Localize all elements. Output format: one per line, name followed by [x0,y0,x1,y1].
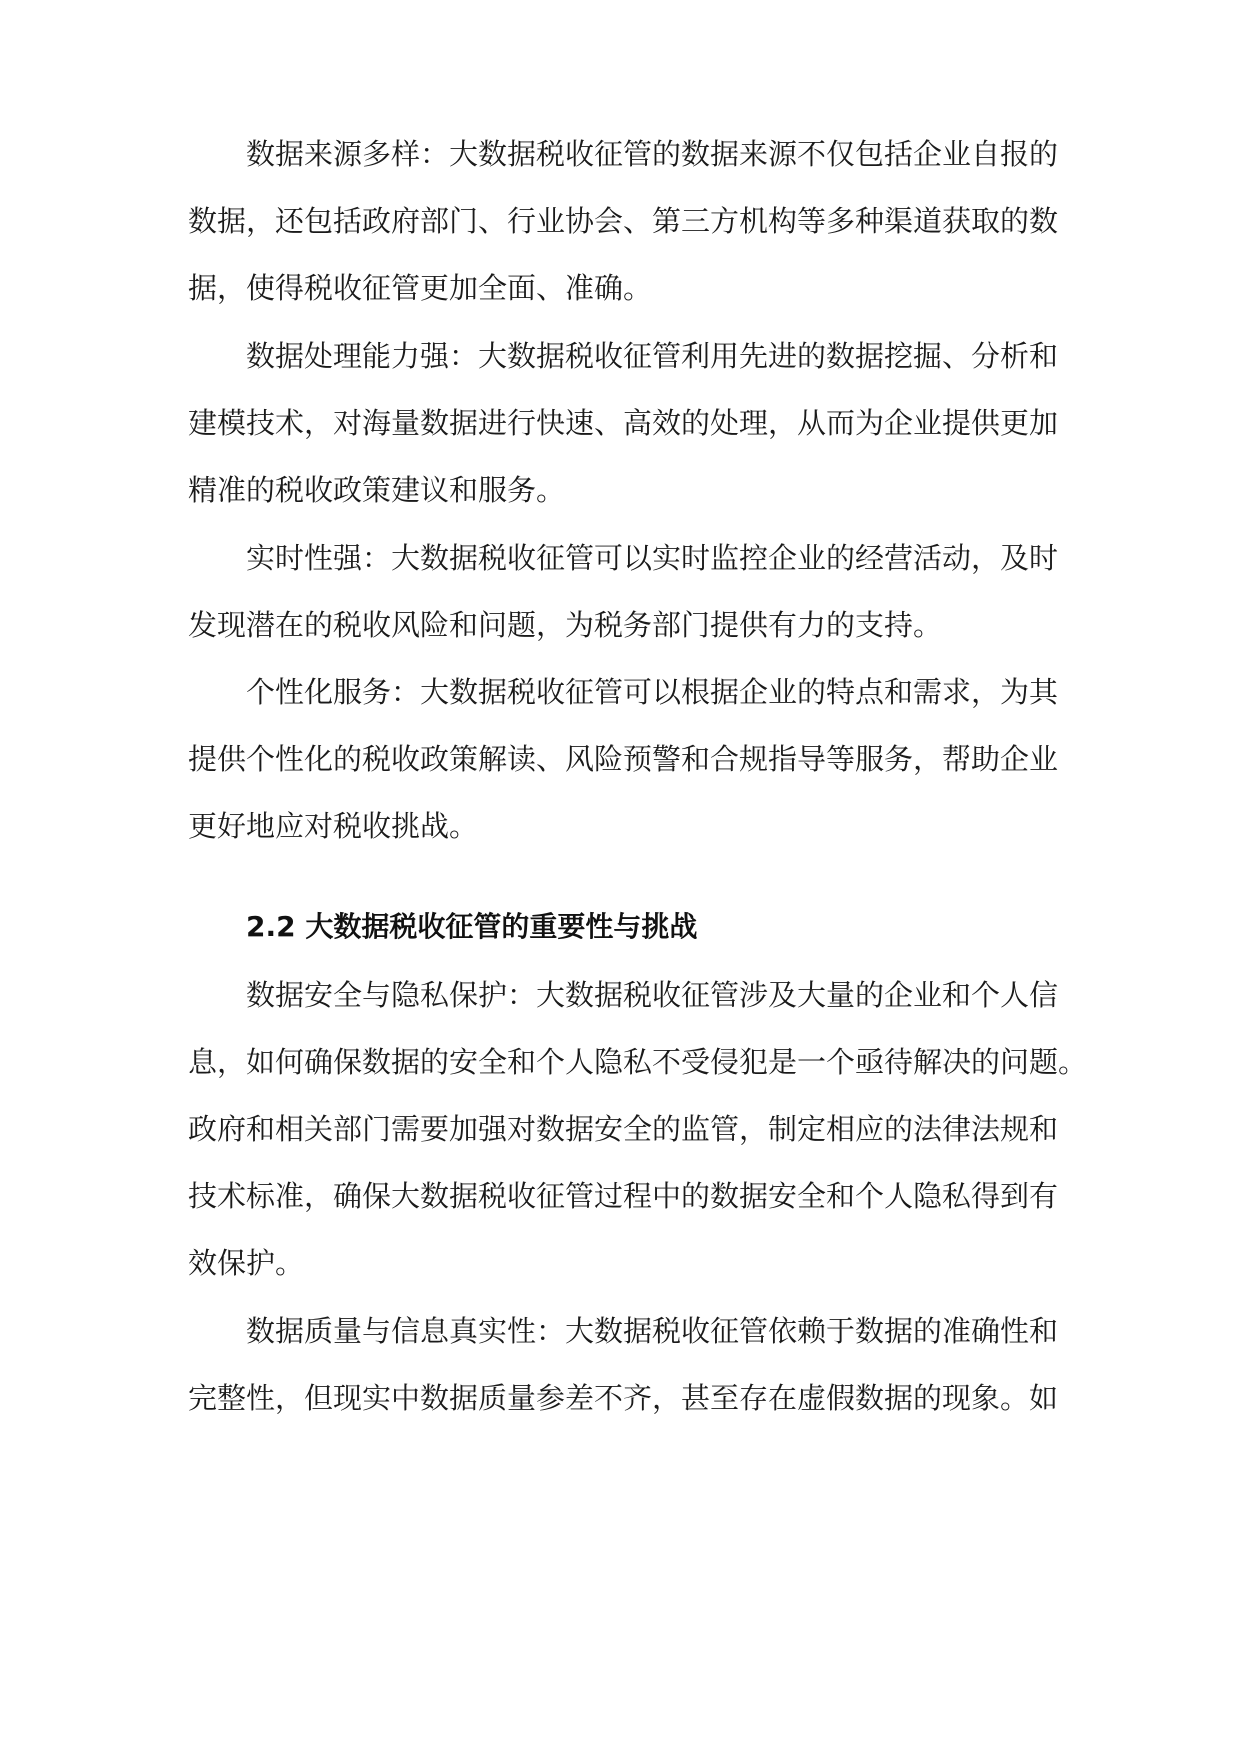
paragraph-3-line-2: 发现潜在的税收风险和问题，为税务部门提供有力的支持。 [188,608,943,642]
paragraph-4-line-1: 个性化服务：大数据税收征管可以根据企业的特点和需求，为其 [246,675,1059,709]
paragraph-1-line-2: 数据，还包括政府部门、行业协会、第三方机构等多种渠道获取的数 [188,204,1059,238]
section-paragraph-1-line-2: 息，如何确保数据的安全和个人隐私不受侵犯是一个亟待解决的问题。 [188,1045,1088,1079]
section-heading: 2.2 大数据税收征管的重要性与挑战 [246,910,698,943]
paragraph-2-line-3: 精准的税收政策建议和服务。 [188,473,566,507]
paragraph-4-line-3: 更好地应对税收挑战。 [188,809,479,843]
section-paragraph-1-line-3: 政府和相关部门需要加强对数据安全的监管，制定相应的法律法规和 [188,1112,1059,1146]
paragraph-4-line-2: 提供个性化的税收政策解读、风险预警和合规指导等服务，帮助企业 [188,742,1059,776]
section-paragraph-1-line-1: 数据安全与隐私保护：大数据税收征管涉及大量的企业和个人信 [246,978,1059,1012]
paragraph-2-line-1: 数据处理能力强：大数据税收征管利用先进的数据挖掘、分析和 [246,339,1059,373]
paragraph-3-line-1: 实时性强：大数据税收征管可以实时监控企业的经营活动，及时 [246,541,1059,575]
paragraph-2-line-2: 建模技术，对海量数据进行快速、高效的处理，从而为企业提供更加 [188,406,1059,440]
paragraph-1-line-1: 数据来源多样：大数据税收征管的数据来源不仅包括企业自报的 [246,137,1059,171]
section-paragraph-2-line-2: 完整性，但现实中数据质量参差不齐，甚至存在虚假数据的现象。如 [188,1381,1059,1415]
document-body [188,0,1088,1754]
paragraph-1-line-3: 据，使得税收征管更加全面、准确。 [188,271,653,305]
section-paragraph-2-line-1: 数据质量与信息真实性：大数据税收征管依赖于数据的准确性和 [246,1314,1059,1348]
section-paragraph-1-line-5: 效保护。 [188,1246,305,1280]
section-paragraph-1-line-4: 技术标准，确保大数据税收征管过程中的数据安全和个人隐私得到有 [188,1179,1059,1213]
